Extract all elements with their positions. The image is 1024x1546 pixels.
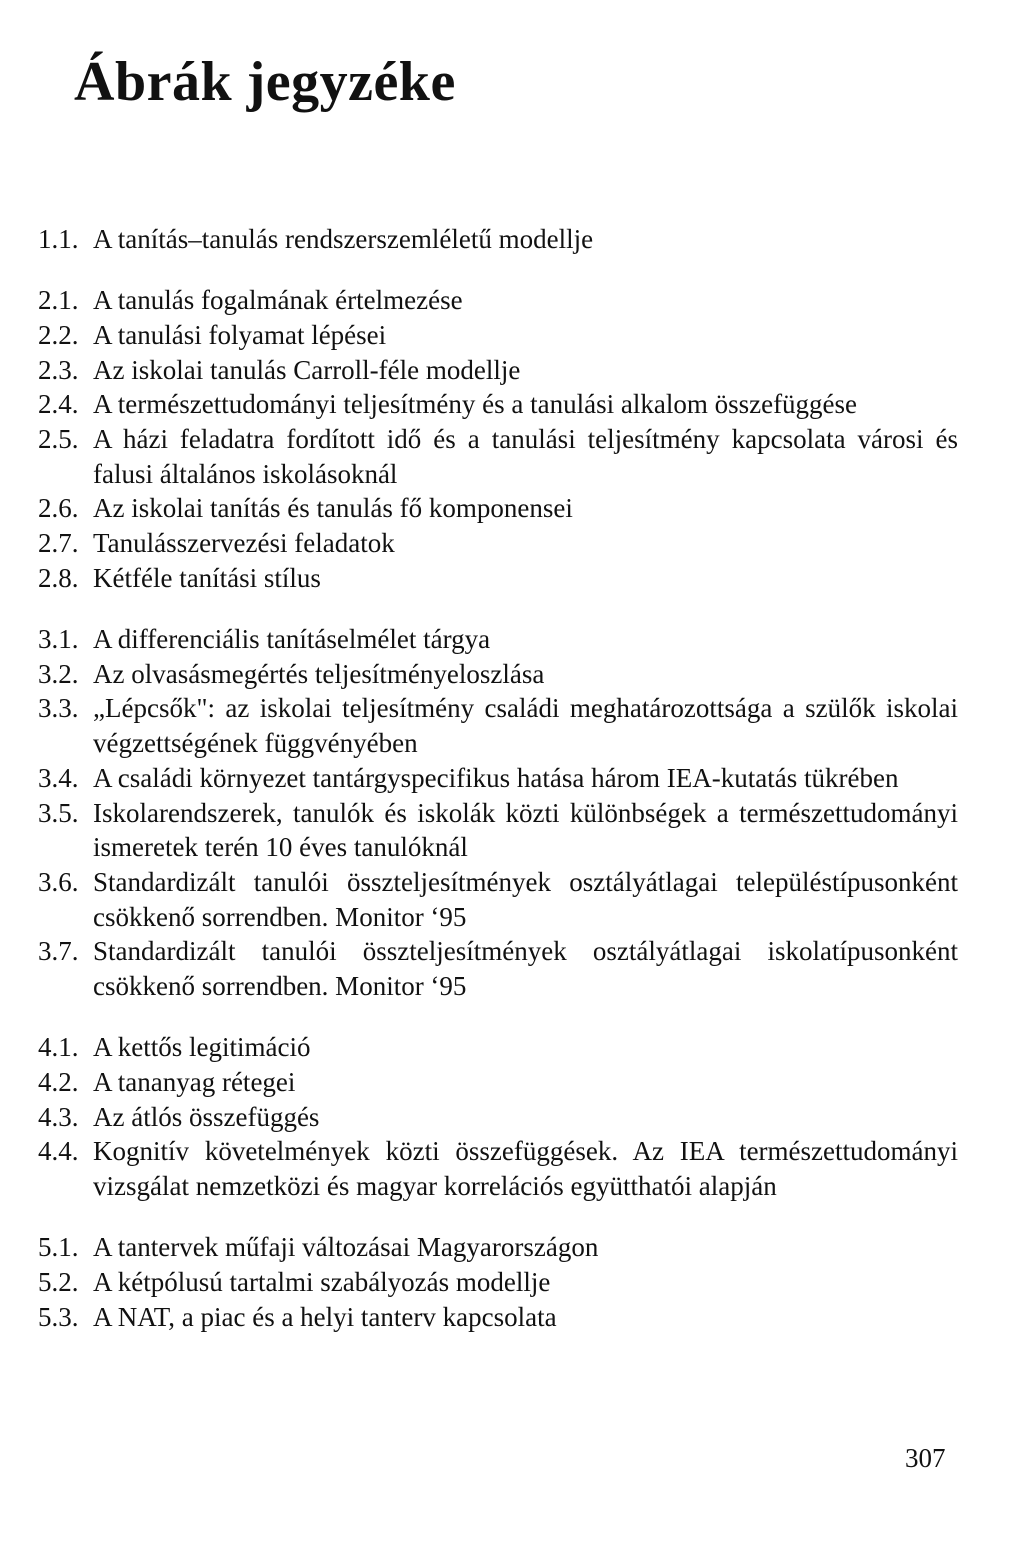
figure-caption: A természettudományi teljesítmény és a tanulási alkalom összefüggése — [93, 389, 858, 420]
figure-number: 5.3. — [38, 1301, 79, 1332]
figure-caption: Iskolarendszerek, tanulók és iskolák közti különbségek a természettudományi ismeretek terén 10 éves tanulóknál — [93, 797, 958, 863]
figure-entry — [38, 318, 958, 353]
figure-caption: Kétféle tanítási stílus — [93, 562, 321, 593]
figure-entry — [38, 526, 958, 561]
figure-number: 2.2. — [38, 319, 79, 350]
figure-number: 2.4. — [38, 389, 79, 420]
figure-entry — [38, 1100, 958, 1135]
page-number: 307 — [905, 1443, 946, 1473]
figure-caption: Tanulásszervezési feladatok — [93, 528, 395, 559]
figure-group — [38, 1230, 958, 1334]
figure-group — [38, 222, 958, 257]
figure-entry — [38, 387, 958, 422]
figure-group — [38, 283, 958, 595]
figure-number: 1.1. — [38, 224, 79, 254]
figure-group — [38, 1030, 958, 1204]
figure-group — [38, 622, 958, 1004]
figure-number: 2.5. — [38, 424, 79, 455]
figure-caption: Kognitív követelmények közti összefüggések. Az IEA természettudományi vizsgálat nemzetközi és magyar korrelációs együtthatói alapján — [93, 1136, 958, 1202]
figure-caption: Az átlós összefüggés — [93, 1101, 320, 1132]
figure-entry — [38, 1065, 958, 1100]
figure-list — [38, 222, 958, 1361]
figure-caption: A családi környezet tantárgyspecifikus hatása három IEA-kutatás tükrében — [93, 762, 899, 793]
figure-caption: A kettős legitimáció — [93, 1032, 311, 1063]
figure-entry — [38, 353, 958, 388]
figure-caption: Standardizált tanulói összteljesítmények osztályátlagai iskolatípusonként csökkenő sorrendben. Monitor ‘95 — [93, 936, 958, 1002]
figure-entry — [38, 865, 958, 934]
figure-entry — [38, 222, 958, 257]
figure-number: 2.1. — [38, 285, 79, 316]
figure-number: 3.5. — [38, 797, 79, 828]
figure-caption: A NAT, a piac és a helyi tanterv kapcsolata — [93, 1301, 557, 1332]
figure-entry — [38, 691, 958, 760]
figure-number: 5.2. — [38, 1266, 79, 1297]
figure-number: 2.3. — [38, 354, 79, 385]
figure-entry — [38, 1300, 958, 1335]
figure-entry — [38, 657, 958, 692]
figure-number: 3.3. — [38, 693, 79, 724]
figure-number: 4.1. — [38, 1032, 79, 1063]
figure-number: 3.7. — [38, 936, 79, 967]
figure-entry — [38, 796, 958, 865]
figure-number: 3.4. — [38, 762, 79, 793]
figure-number: 3.2. — [38, 658, 79, 689]
figure-entry — [38, 1230, 958, 1265]
figure-caption: Az iskolai tanulás Carroll-féle modellje — [93, 354, 521, 385]
figure-caption: A tananyag rétegei — [93, 1066, 296, 1097]
figure-caption: A tantervek műfaji változásai Magyarországon — [93, 1232, 599, 1263]
figure-entry — [38, 561, 958, 596]
figure-number: 4.3. — [38, 1101, 79, 1132]
figure-number: 4.2. — [38, 1066, 79, 1097]
figure-caption: A differenciális tanításelmélet tárgya — [93, 624, 491, 655]
figure-entry — [38, 283, 958, 318]
figure-caption: A tanítás–tanulás rendszerszemléletű modellje — [93, 224, 594, 254]
figure-entry — [38, 1030, 958, 1065]
figure-number: 2.7. — [38, 528, 79, 559]
figure-number: 4.4. — [38, 1136, 79, 1167]
figure-number: 5.1. — [38, 1232, 79, 1263]
figure-caption: A kétpólusú tartalmi szabályozás modellje — [93, 1266, 551, 1297]
figure-entry — [38, 1134, 958, 1203]
figure-number: 2.6. — [38, 493, 79, 524]
figure-caption: Az olvasásmegértés teljesítményeloszlása — [93, 658, 545, 689]
figure-number: 3.1. — [38, 624, 79, 655]
figure-entry — [38, 1265, 958, 1300]
figure-caption: A tanulási folyamat lépései — [93, 319, 387, 350]
figure-caption: „Lépcsők": az iskolai teljesítmény családi meghatározottsága a szülők iskolai végzettségének függvényében — [93, 693, 958, 759]
page-title: Ábrák jegyzéke — [74, 51, 456, 113]
figure-entry — [38, 422, 958, 491]
figure-number: 3.6. — [38, 866, 79, 897]
figure-caption: A házi feladatra fordított idő és a tanulási teljesítmény kapcsolata városi és falusi általános iskolásoknál — [93, 424, 958, 489]
figure-caption: A tanulás fogalmának értelmezése — [93, 285, 463, 316]
figure-entry — [38, 491, 958, 526]
figure-caption: Az iskolai tanítás és tanulás fő komponensei — [93, 493, 573, 524]
figure-entry — [38, 934, 958, 1003]
figure-entry — [38, 761, 958, 796]
figure-caption: Standardizált tanulói összteljesítmények osztályátlagai településtípusonként csökkenő sorrendben. Monitor ‘95 — [93, 866, 958, 932]
figure-number: 2.8. — [38, 562, 79, 593]
figure-entry — [38, 622, 958, 657]
